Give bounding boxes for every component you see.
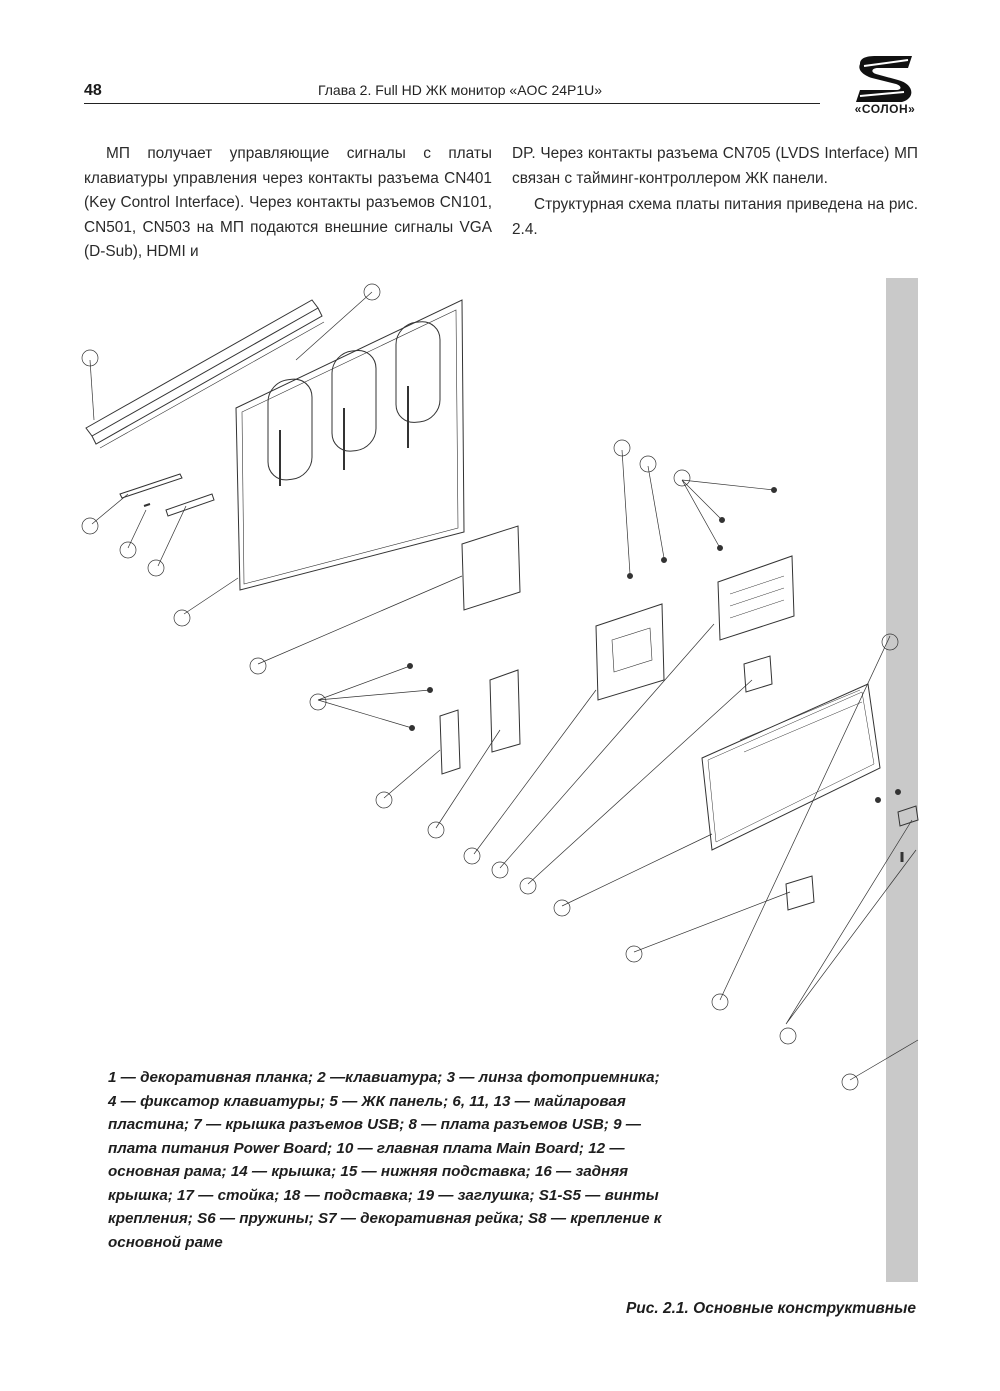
figure-title: Рис. 2.1. Основные конструктивные [625,1300,916,1317]
usb-cover-part [440,710,460,774]
lcd-panel-part [236,300,464,590]
paragraph: Структурная схема платы питания приведена на рис. 2.4. [512,196,918,238]
left-column [84,142,492,265]
logo-label: «СОЛОН» [854,102,916,116]
paragraph: DP. Через контакты разъема CN705 (LVDS Interface) МП связан с тайминг-контроллером ЖК панели. [512,145,918,187]
power-board-part [596,604,664,700]
keyboard-part [120,474,214,516]
header-rule [84,103,820,104]
leader-lines [90,292,918,1080]
page-number: 48 [84,82,102,99]
screws [408,488,901,803]
hinge-part [898,806,918,826]
figure-legend: 1 — декоративная планка; 2 —клавиатура; 3 — линза фотоприемника; 4 — фиксатор клавиатуры; 5 — ЖК панель; 6, 11, 13 — майларовая пластина; 7 — крышка разъемов USB; 8 — плата разъемов USB; 9 — плата питания Power Board; 10 — главная плата Main Board; 12 — основная рама; 14 — крышка; 15 — нижняя подставка; 16 — задняя крышка; 17 — стойка; 18 — подставка; 19 — заглушка; S1-S5 — винты крепления; S6 — пружины; S7 — декоративная рейка; S8 — крепление к основной раме [108,1069,662,1251]
decorative-strip-part [86,300,324,448]
mylar-sheet-part [786,876,814,910]
main-frame-part [702,684,880,850]
paragraph: МП получает управляющие сигналы с платы клавиатуры управления через контакты разъема CN401 (Key Control Interface). Через контакты разъемов CN101, CN501, CN503 на МП подаются внешние сигналы VGA (D-Sub), HDMI и [84,145,492,260]
usb-board-part [490,670,520,752]
running-title: Глава 2. Full HD ЖК монитор «AOC 24P1U» [317,82,603,98]
main-board-part [718,556,794,640]
mylar-sheet-part [462,526,520,610]
mylar-sheet-part [744,656,772,692]
right-column [512,142,918,242]
exploded-view-drawing [0,270,1000,1110]
